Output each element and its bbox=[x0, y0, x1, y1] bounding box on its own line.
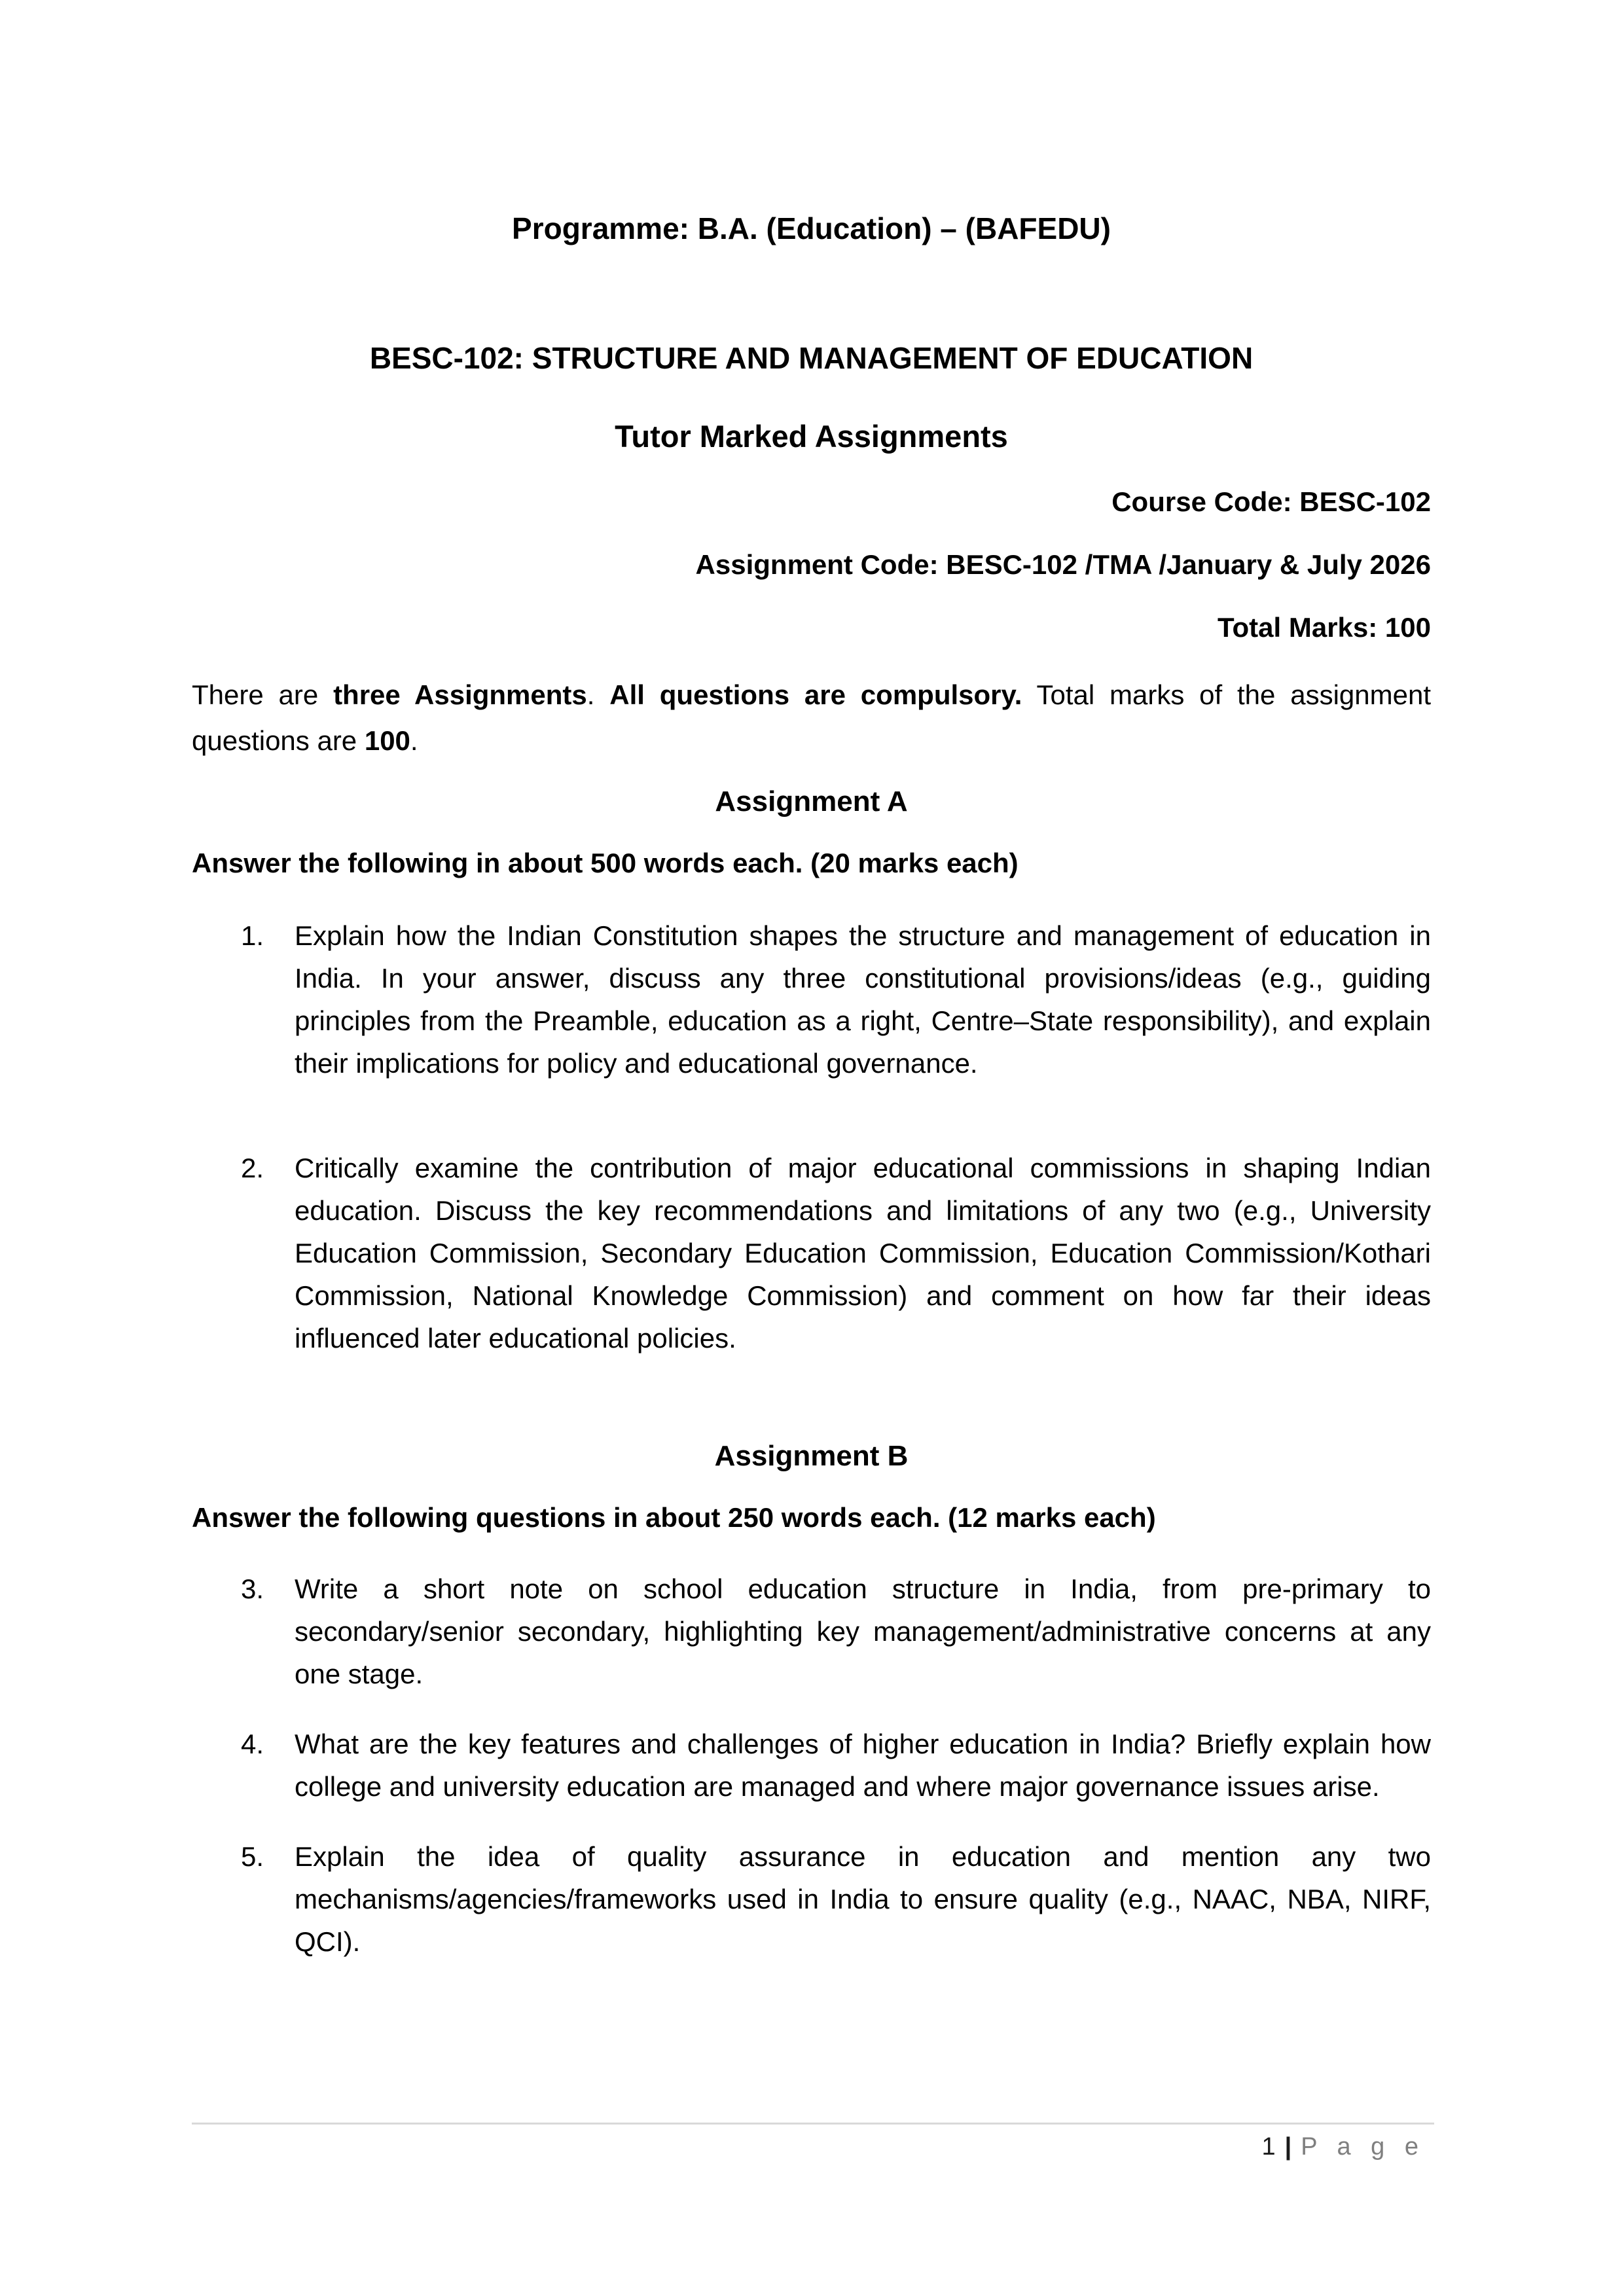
question-2-text: Critically examine the contribution of major educational commissions in shaping Indian education. Discuss the key recommendations and limitations of any two (e.g., University Education Commission, Secondary Education Commission, Education Commission/Kothari Commission, National Knowledge Commission) and comment on how far their ideas influenced later educational policies. bbox=[295, 1153, 1431, 1354]
intro-segment: Total marks of the assignment questions are bbox=[192, 679, 1432, 756]
intro-segment: . bbox=[586, 679, 610, 710]
question-1-number: 1. bbox=[241, 920, 264, 951]
course-code-line: Course Code: BESC-102 bbox=[1111, 486, 1431, 517]
assignment-b-heading: Assignment B bbox=[714, 1440, 909, 1472]
question-3 bbox=[192, 1568, 1431, 1695]
intro-segment: . bbox=[410, 725, 418, 756]
question-2 bbox=[192, 1147, 1431, 1359]
assignment-a-heading: Assignment A bbox=[715, 785, 908, 817]
question-3-number: 3. bbox=[241, 1573, 264, 1604]
question-5-text: Explain the idea of quality assurance in education and mention any two mechanisms/agencies/frameworks used in India to ensure quality (e.g., NAAC, NBA, NIRF, QCI). bbox=[295, 1841, 1431, 1957]
intro-paragraph bbox=[192, 672, 1431, 764]
footer-separator: | bbox=[1284, 2133, 1292, 2161]
intro-segment: There are bbox=[192, 679, 334, 710]
intro-bold-compulsory: All questions are compulsory. bbox=[609, 679, 1022, 710]
question-4-text: What are the key features and challenges of higher education in India? Briefly explain how college and university education are managed and where major governance issues arise. bbox=[295, 1729, 1431, 1802]
footer-page-indicator bbox=[192, 2131, 1434, 2162]
footer-page-label: P a g e bbox=[1301, 2133, 1425, 2161]
footer-page-number: 1 bbox=[1261, 2133, 1276, 2161]
intro-bold-three-assignments: three Assignments bbox=[333, 679, 587, 710]
question-5 bbox=[192, 1835, 1431, 1963]
assignment-b-instruction: Answer the following questions in about 250 words each. (12 marks each) bbox=[192, 1502, 1156, 1533]
tutor-marked-assignments-subtitle: Tutor Marked Assignments bbox=[615, 419, 1008, 454]
meta-block bbox=[192, 484, 1431, 646]
assignment-a-instruction: Answer the following in about 500 words each. (20 marks each) bbox=[192, 848, 1019, 878]
total-marks-line: Total Marks: 100 bbox=[1217, 612, 1431, 643]
page-footer bbox=[192, 2123, 1434, 2162]
assignment-code-line: Assignment Code: BESC-102 /TMA /January & July 2026 bbox=[695, 549, 1431, 580]
question-1-text: Explain how the Indian Constitution shapes the structure and management of education in India. In your answer, discuss any three constitutional provisions/ideas (e.g., guiding principles from the Preamble, education as a right, Centre–State responsibility), and explain their implications for policy and educational governance. bbox=[295, 920, 1431, 1079]
course-heading: BESC-102: STRUCTURE AND MANAGEMENT OF EDUCATION bbox=[369, 341, 1254, 375]
intro-bold-total: 100 bbox=[364, 725, 410, 756]
programme-title: Programme: B.A. (Education) – (BAFEDU) bbox=[512, 211, 1111, 245]
question-1 bbox=[192, 914, 1431, 1085]
question-5-number: 5. bbox=[241, 1841, 264, 1872]
footer-divider bbox=[192, 2123, 1434, 2125]
question-3-text: Write a short note on school education structure in India, from pre-primary to secondary/senior secondary, highlighting key management/administrative concerns at any one stage. bbox=[295, 1573, 1431, 1689]
question-4 bbox=[192, 1723, 1431, 1808]
question-4-number: 4. bbox=[241, 1729, 264, 1759]
question-2-number: 2. bbox=[241, 1153, 264, 1183]
